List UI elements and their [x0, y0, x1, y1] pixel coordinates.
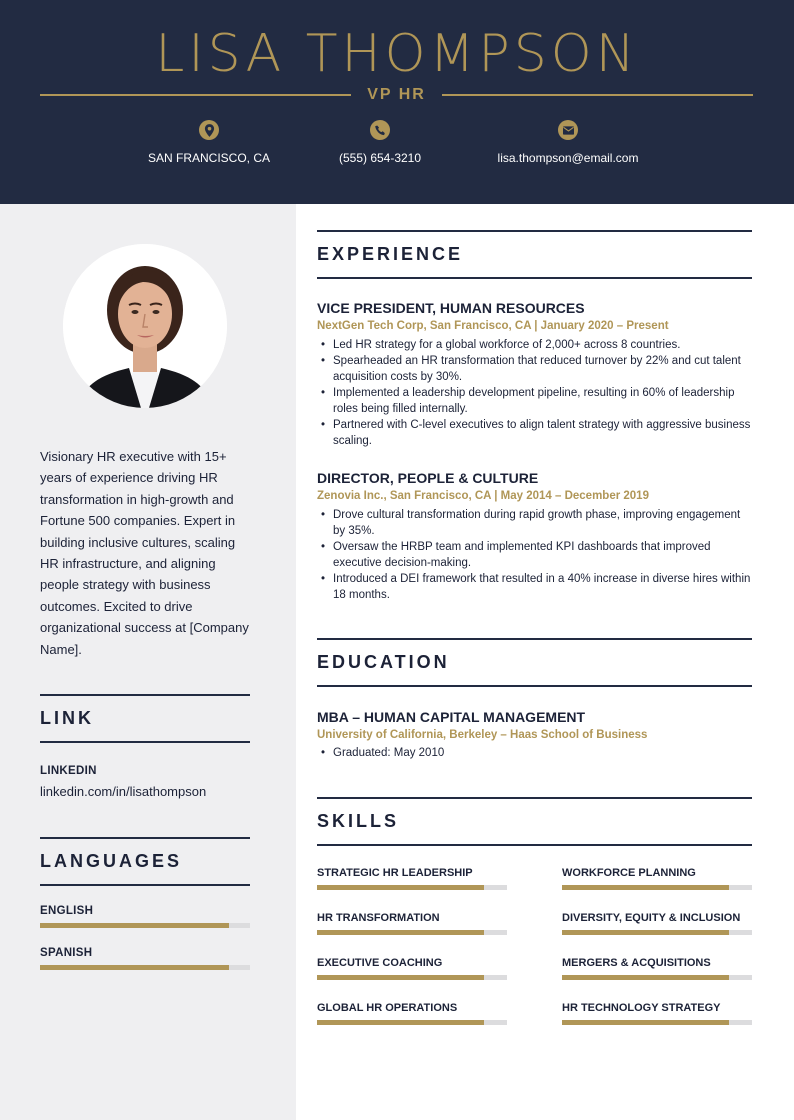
- divider-left: [40, 94, 351, 96]
- skill-level-bar: [562, 975, 752, 980]
- list-item: • Implemented a leadership development pipeline, resulting in 60% of leadership roles being filled internally.: [333, 385, 753, 417]
- email-text[interactable]: lisa.thompson@email.com: [497, 151, 639, 165]
- envelope-icon: [558, 120, 578, 140]
- skill-level-bar: [317, 885, 507, 890]
- skill-level-bar: [562, 930, 752, 935]
- language-label: SPANISH: [40, 947, 93, 959]
- skill-level-fill: [562, 930, 729, 935]
- skill-level-fill: [562, 1020, 729, 1025]
- skills-section-heading: SKILLS: [317, 797, 752, 846]
- candidate-role: VP HR: [367, 86, 426, 103]
- skill-level-fill: [562, 885, 729, 890]
- skill-level-fill: [317, 885, 484, 890]
- job-company-dates: Zenovia Inc., San Francisco, CA | May 2014 – December 2019: [317, 490, 649, 502]
- list-item: • Graduated: May 2010: [333, 745, 753, 761]
- skill-label: EXECUTIVE COACHING: [317, 957, 443, 969]
- job-company-dates: NextGen Tech Corp, San Francisco, CA | January 2020 – Present: [317, 320, 669, 332]
- list-item: • Led HR strategy for a global workforce of 2,000+ across 8 countries.: [333, 337, 753, 353]
- header: [0, 0, 794, 204]
- skill-level-bar: [562, 885, 752, 890]
- skill-label: HR TECHNOLOGY STRATEGY: [562, 1002, 721, 1014]
- phone-text[interactable]: (555) 654-3210: [338, 151, 422, 165]
- location-pin-icon: [199, 120, 219, 140]
- skill-label: MERGERS & ACQUISITIONS: [562, 957, 711, 969]
- skill-level-fill: [317, 930, 484, 935]
- languages-section-heading: LANGUAGES: [40, 837, 250, 886]
- link-section-heading: LINK: [40, 694, 250, 743]
- language-level-bar: [40, 965, 250, 970]
- language-level-fill: [40, 965, 229, 970]
- education-section-heading: EDUCATION: [317, 638, 752, 687]
- divider-right: [442, 94, 753, 96]
- skill-level-bar: [562, 1020, 752, 1025]
- skill-level-bar: [317, 930, 507, 935]
- skill-level-bar: [317, 1020, 507, 1025]
- skill-label: DIVERSITY, EQUITY & INCLUSION: [562, 912, 741, 924]
- role-row: [40, 84, 753, 106]
- language-level-bar: [40, 923, 250, 928]
- degree-title: MBA – HUMAN CAPITAL MANAGEMENT: [317, 709, 586, 725]
- contact-phone: [280, 120, 480, 165]
- list-item: • Drove cultural transformation during rapid growth phase, improving engagement by 35%.: [333, 507, 753, 539]
- job-bullet-list: [333, 337, 753, 449]
- phone-icon: [370, 120, 390, 140]
- job-title: DIRECTOR, PEOPLE & CULTURE: [317, 470, 539, 486]
- language-label: ENGLISH: [40, 905, 94, 917]
- list-item: • Partnered with C-level executives to align talent strategy with aggressive business scaling.: [333, 417, 753, 449]
- job-bullet-list: [333, 507, 753, 603]
- skill-level-bar: [317, 975, 507, 980]
- skill-label: GLOBAL HR OPERATIONS: [317, 1002, 458, 1014]
- skill-label: STRATEGIC HR LEADERSHIP: [317, 867, 473, 879]
- linkedin-url[interactable]: linkedin.com/in/lisathompson: [40, 784, 207, 799]
- list-item: • Spearheaded an HR transformation that reduced turnover by 22% and cut talent acquisition costs by 30%.: [333, 353, 753, 385]
- skill-level-fill: [562, 975, 729, 980]
- job-title: VICE PRESIDENT, HUMAN RESOURCES: [317, 300, 585, 316]
- location-text: SAN FRANCISCO, CA: [147, 151, 270, 165]
- contact-location: [109, 120, 309, 165]
- list-item: • Introduced a DEI framework that resulted in a 40% increase in diverse hires within 18 months.: [333, 571, 753, 603]
- school-name: University of California, Berkeley – Haas School of Business: [317, 729, 648, 741]
- candidate-name: LISA THOMPSON: [155, 24, 639, 84]
- experience-section-heading: EXPERIENCE: [317, 230, 752, 279]
- professional-summary: Visionary HR executive with 15+ years of experience driving HR transformation in high-growth and Fortune 500 companies. Expert in building inclusive cultures, scaling HR infrastructure, and aligning people strategy with business outcomes. Excited to drive organizational success at [Company Name].: [40, 449, 249, 657]
- list-item: • Oversaw the HRBP team and implemented KPI dashboards that improved executive decision-making.: [333, 539, 753, 571]
- language-level-fill: [40, 923, 229, 928]
- skill-label: HR TRANSFORMATION: [317, 912, 440, 924]
- education-bullet-list: [333, 745, 753, 761]
- linkedin-label: LINKEDIN: [40, 765, 97, 777]
- skill-level-fill: [317, 975, 484, 980]
- profile-photo: [63, 244, 227, 408]
- skill-level-fill: [317, 1020, 484, 1025]
- skill-label: WORKFORCE PLANNING: [562, 867, 696, 879]
- contact-email: [468, 120, 668, 165]
